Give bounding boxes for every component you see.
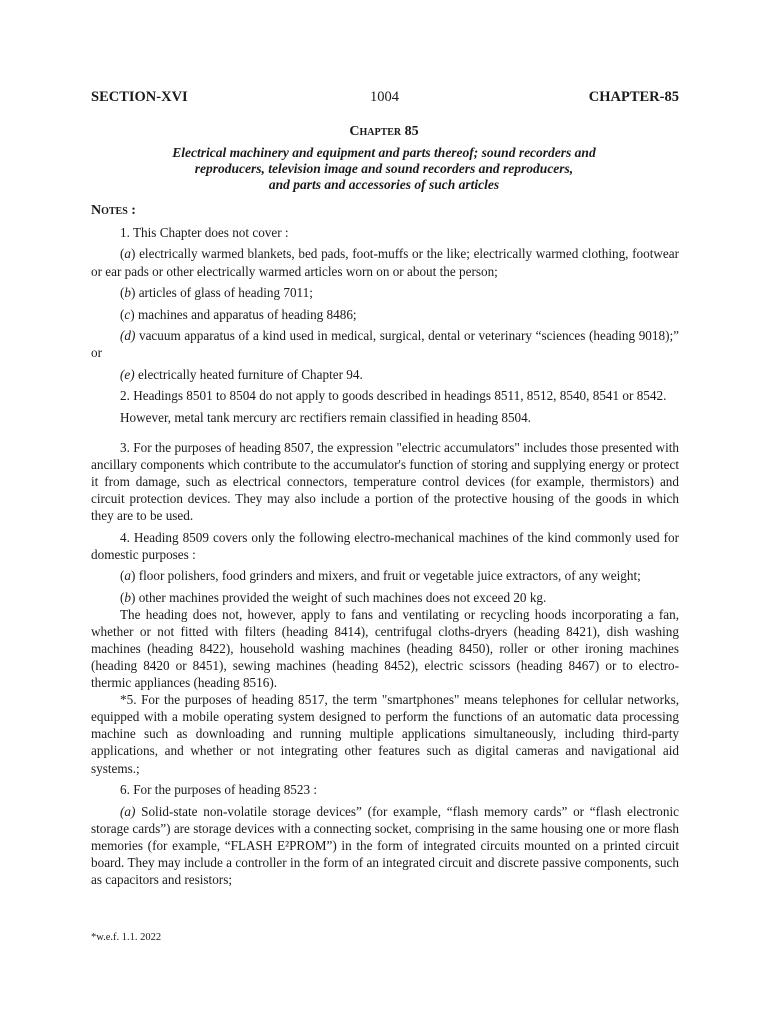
item-label: b [124, 285, 131, 301]
notes-heading: Notes : [91, 203, 136, 218]
section-label: SECTION-XVI [91, 89, 188, 105]
chapter-title: Chapter 85 [349, 124, 419, 139]
item-label: (e) [120, 366, 135, 382]
item-text: vacuum apparatus of a kind used in medical, surgical, dental or veterinary “sciences (heading 9018);” or [91, 328, 679, 361]
note-1d [91, 327, 679, 361]
note-2-however: However, metal tank mercury arc rectifiers remain classified in heading 8504. [120, 409, 532, 425]
note-5: *5. For the purposes of heading 8517, the term "smartphones" means telephones for cellular networks, equipped with a mobile operating system designed to perform the functions of an automatic data processing machine such as downloading and running multiple applications simultaneously, including third-party applications, and whether or not integrating other features such as digital cameras and navigational aid systems.; [91, 692, 679, 776]
subtitle-line: and parts and accessories of such articles [268, 177, 500, 192]
note-1a: (a) electrically warmed blankets, bed pads, foot-muffs or the like; electrically warmed clothing, footwear or ear pads or other electrically warmed articles worn on or about the person; [91, 246, 679, 279]
item-text: floor polishers, food grinders and mixers, and fruit or vegetable juice extractors, of any weight; [135, 568, 641, 584]
note-4: 4. Heading 8509 covers only the following electro-mechanical machines of the kind commonly used for domestic purposes : [91, 529, 679, 562]
item-text: other machines provided the weight of such machines does not exceed 20 kg. [135, 589, 547, 605]
item-text: electrically heated furniture of Chapter 94. [134, 366, 363, 382]
note-3: 3. For the purposes of heading 8507, the expression "electric accumulators" includes those presented with ancillary components which contribute to the accumulator's function of storing and supplying energy or protect it from damage, such as electrical connectors, temperature control devices (for example, thermistors) and circuit protection devices. They may also include a portion of the protective housing of the goods in which they are to be used. [91, 439, 679, 524]
page-header [91, 89, 679, 109]
note-2: 2. Headings 8501 to 8504 do not apply to goods described in headings 8511, 8512, 8540, 8541 or 8542. [120, 388, 667, 404]
page-number: 1004 [370, 89, 399, 105]
note-6: 6. For the purposes of heading 8523 : [120, 782, 318, 798]
item-text: articles of glass of heading 7011; [135, 285, 313, 301]
note-1c: (c) machines and apparatus of heading 8486; [120, 306, 357, 322]
note-1b: (b) articles of glass of heading 7011; [120, 285, 313, 301]
footnote: *w.e.f. 1.1. 2022 [91, 932, 162, 943]
item-text: machines and apparatus of heading 8486; [134, 306, 357, 322]
item-label: (a) [120, 803, 136, 819]
note-1: 1. This Chapter does not cover : [120, 225, 289, 240]
item-label: (d) [120, 328, 136, 344]
item-label: b [124, 589, 131, 605]
note-4a: (a) floor polishers, food grinders and mixers, and fruit or vegetable juice extractors, of any weight; [120, 568, 641, 584]
chapter-subtitle [120, 145, 648, 193]
chapter-label: CHAPTER-85 [588, 89, 679, 105]
subtitle-line: reproducers, television image and sound recorders and reproducers, [194, 161, 574, 176]
note-1e [91, 366, 679, 383]
item-label: a [124, 246, 131, 262]
subtitle-line: Electrical machinery and equipment and parts thereof; sound recorders and [172, 145, 596, 160]
note-4-exclusions: The heading does not, however, apply to fans and ventilating or recycling hoods incorporating a fan, whether or not fitted with filters (heading 8414), centrifugal cloths-dryers (heading 8421), dish washing machines (heading 8422), household washing machines (heading 8450), roller or other ironing machines (heading 8420 or 8451), sewing machines (heading 8452), electric scissors (heading 8467) or to electro-thermic appliances (heading 8516). [91, 606, 679, 691]
item-text: electrically warmed blankets, bed pads, foot-muffs or the like; electrically warmed clothing, footwear or ear pads or other electrically warmed articles worn on or about the person; [91, 246, 679, 279]
note-6a [91, 803, 679, 888]
item-label: c [124, 306, 131, 322]
notes-body [91, 224, 679, 892]
item-label: a [124, 568, 131, 584]
item-text: Solid-state non-volatile storage devices” (for example, “flash memory cards” or “flash electronic storage cards”) are storage devices with a connecting socket, comprising in the same housing one or more flash memories (for example, “FLASH E²PROM”) in the form of integrated circuits mounted on a printed circuit board. They may include a controller in the form of an integrated circuit and discrete passive components, such as capacitors and resistors; [91, 803, 679, 887]
note-4b: (b) other machines provided the weight of such machines does not exceed 20 kg. [120, 589, 547, 605]
